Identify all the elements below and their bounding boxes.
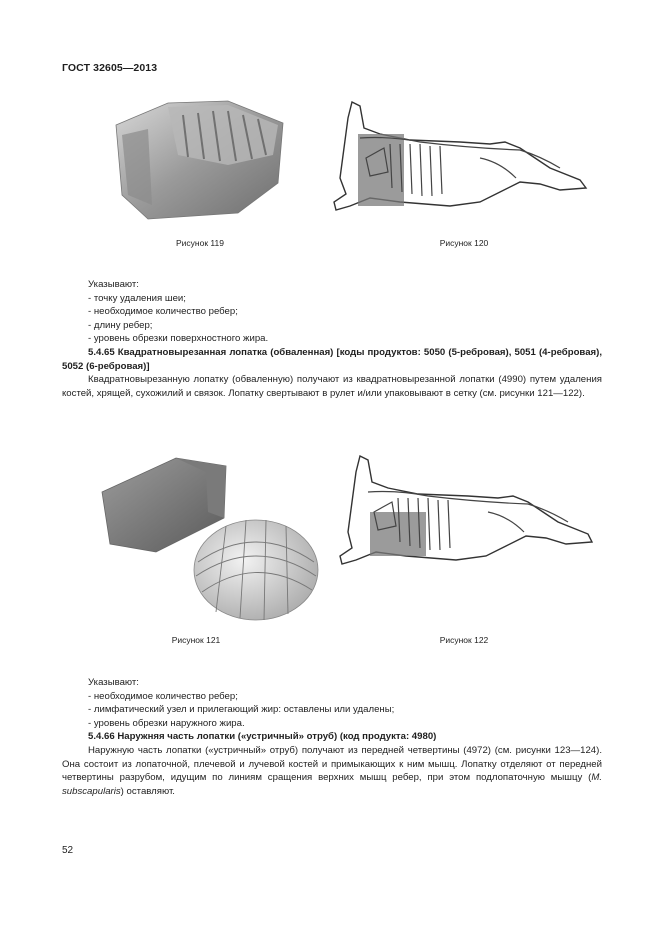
figure-120-caption: Рисунок 120 [439,238,489,248]
specify-intro: Указывают: [88,677,139,688]
list-item: - уровень обрезки наружного жира. [88,717,245,729]
figure-120-carcass-diagram [330,98,590,218]
specify-intro: Указывают: [88,279,139,290]
list-item: - лимфатический узел и прилегающий жир: оставлены или удалены; [88,704,395,716]
text-block-1 [62,278,602,400]
figure-122-caption: Рисунок 122 [439,635,489,645]
list-item: - необходимое количество ребер; [88,690,238,702]
page-number: 52 [62,845,74,856]
list-item: - длину ребер; [88,319,153,331]
text-block-2 [62,676,602,798]
list-item: - точку удаления шеи; [88,292,186,304]
paragraph-text-end: ) оставляют. [120,785,175,797]
section-paragraph: Квадратновырезанную лопатку (обваленную) получают из квадратновырезанной лопатки (4990) путем удаления костей, хрящей, сухожилий и связок. Лопатку свертывают в рулет и/или упаковывают в сетку (см. рисунки 121—122). [62,374,602,399]
highlighted-region [370,512,426,556]
document-code: ГОСТ 32605—2013 [62,62,158,74]
figure-119-meat-cut [108,95,288,225]
paragraph-text: Наружную часть лопатки («устричный» отруб) получают из передней четвертины (4972) (см. рисунки 123—124). Она состоит из лопаточной, плечевой и лучевой костей и примыкающих к ним мышц. Лопатку отделяют от передней четвертины разрубом, идущим по линиям сращения верхних мышц ребер, при этом подлопаточную мышцу ( [62,744,602,784]
section-heading-5-4-66: 5.4.66 Наружняя часть лопатки («устричный» отруб) (код продукта: 4980) [88,731,437,743]
latin-muscle-name: M. subscapularis [62,772,602,797]
figure-119-caption: Рисунок 119 [176,238,224,248]
figure-122-carcass-diagram [334,452,594,572]
figure-121-rolled-shoulder [96,452,322,628]
highlighted-region [358,134,404,206]
list-item: - уровень обрезки поверхностного жира. [88,333,269,345]
section-paragraph [62,744,602,798]
list-item: - необходимое количество ребер; [88,306,238,318]
section-heading-5-4-65: 5.4.65 Квадратновырезанная лопатка (обваленная) [коды продуктов: 5050 (5-ребровая), 5051 (4-ребровая), 5052 (6-ребровая)] [62,346,602,372]
figure-121-caption: Рисунок 121 [171,635,221,645]
